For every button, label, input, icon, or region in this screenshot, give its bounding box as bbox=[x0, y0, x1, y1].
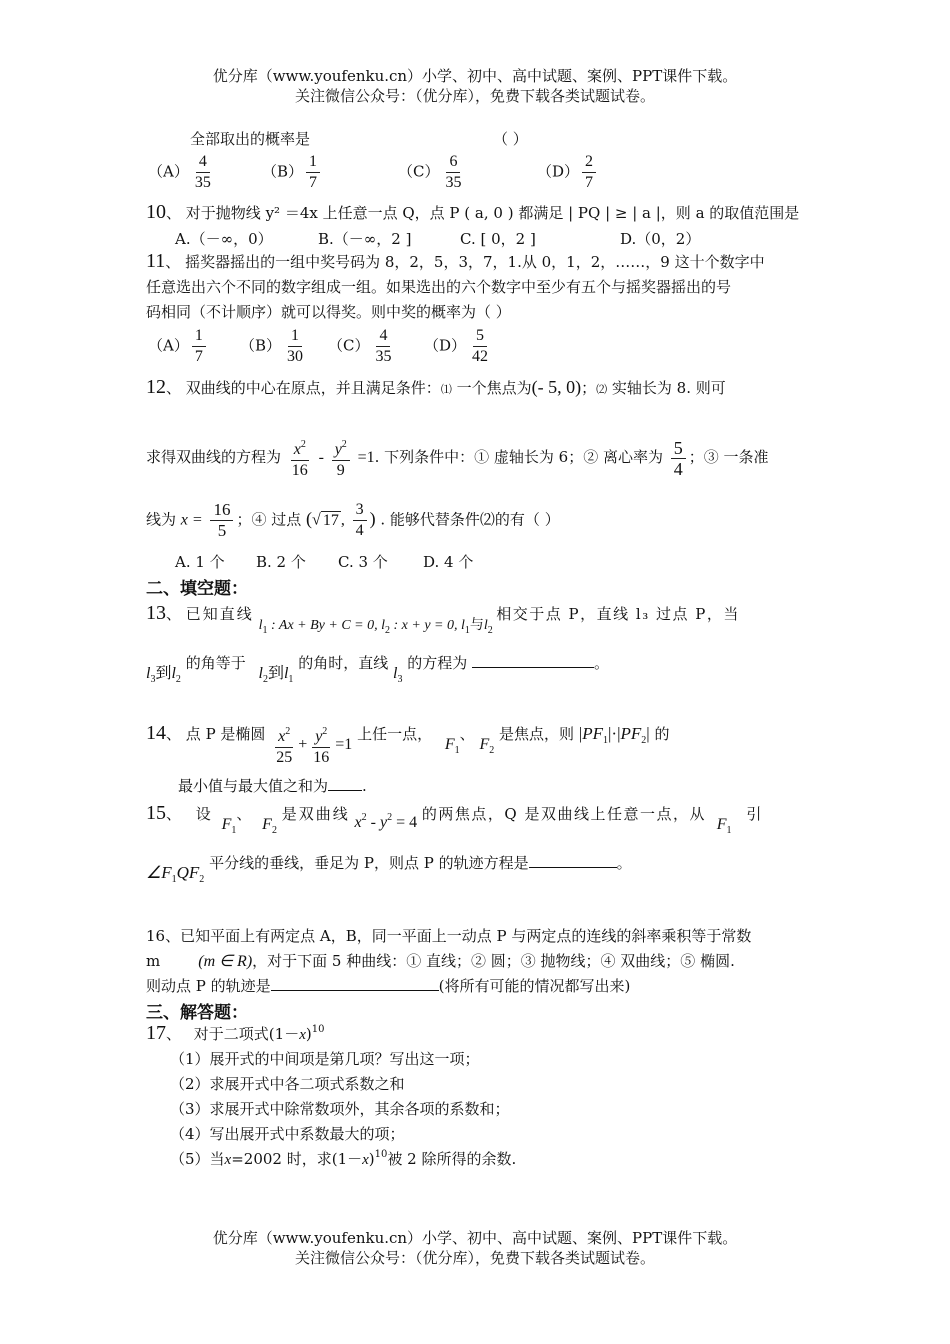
section-fill-in-title: 二、填空题： bbox=[146, 579, 248, 599]
q11-option-b: （B） $\frac{1}{30}$ bbox=[240, 327, 304, 365]
q9-option-b: （B） $\frac{1}{7}$ bbox=[262, 152, 323, 193]
q12-line-1: 12、 双曲线的中心在原点，并且满足条件：⑴ 一个焦点为(- 5, 0)；⑵ 实轴长为 8. 则可 bbox=[146, 376, 726, 398]
q17-item-1: （1）展开式的中间项是第几项？写出这一项； bbox=[170, 1050, 480, 1068]
q10-option-d: D.（0，2） bbox=[620, 230, 701, 248]
q9-option-d: （D） $\frac{2}{7}$ bbox=[537, 152, 599, 193]
q9-stem: 全部取出的概率是 bbox=[190, 130, 311, 148]
q13-line-1: 13、 已知直线 $l_1$ : Ax + By + C = 0, $l_2$ : x + y = 0, $l_1$与$l_2$ 相交于点 P，直线 l₃ 过点 P，当 bbox=[146, 602, 740, 636]
q17-item-4: （4）写出展开式中系数最大的项； bbox=[170, 1125, 405, 1143]
q12-line-3: 线为 x = $\frac{16}{5}$ ；④ 过点 (√ 17 , $\frac{3}{4}$ ) . 能够代替条件⑵的有（ ） bbox=[146, 500, 560, 540]
q16-line-1: 16、已知平面上有两定点 A，B，同一平面上一动点 P 与两定点的连线的斜率乘积等于常数 bbox=[146, 927, 752, 945]
q11-line-3: 码相同（不计顺序）就可以得奖。则中奖的概率为（ ） bbox=[146, 303, 511, 321]
header-line-2: 关注微信公众号：（优分库），免费下载各类试题试卷。 bbox=[294, 87, 655, 105]
q10-option-a: A.（－∞，0） bbox=[175, 230, 273, 248]
q9-option-a: （A） $\frac{4}{35}$ bbox=[148, 153, 211, 191]
q10-option-c: C. [ 0，2 ] bbox=[460, 230, 536, 248]
q11-line-2: 任意选出六个不同的数字组成一组。如果选出的六个数字中至少有五个与摇奖器摇出的号 bbox=[146, 278, 732, 296]
q12-option-c: C. 3 个 bbox=[338, 553, 388, 571]
q17-stem: 17、 对于二项式$(1-x)^{10}$ bbox=[146, 1022, 325, 1044]
q16-line-2: m (m ∈ R)，对于下面 5 种曲线：① 直线；② 圆；③ 抛物线；④ 双曲线；⑤ 椭圆. bbox=[146, 952, 735, 970]
q11-line-1: 11、 摇奖器摇出的一组中奖号码为 8，2，5，3，7，1.从 0，1，2，……，9 这十个数字中 bbox=[146, 250, 765, 272]
q10-stem: 10、 对于抛物线 y² ＝4x 上任意一点 Q，点 P ( a, 0 ) 都满足 | PQ | ≥ | a |，则 a 的取值范围是 bbox=[146, 201, 800, 223]
q12-line-2: 求得双曲线的方程为 $\frac{x^2}{16}$ - $\frac{y^2}{9}$ =1. 下列条件中：① 虚轴长为 6；② 离心率为 $\frac{5}{4}$ ；③ 一条准 bbox=[146, 435, 769, 481]
q11-option-d: （D） $\frac{5}{42}$ bbox=[424, 327, 489, 365]
q14-line-2: 最小值与最大值之和为 . bbox=[178, 777, 367, 795]
footer-line-2: 关注微信公众号：（优分库），免费下载各类试题试卷。 bbox=[294, 1249, 655, 1267]
q14-line-1: 14、 点 P 是椭圆 $\frac{x^2}{25}$ + $\frac{y^2}{16}$ =1 上任一点， $F_1$、 $F_2$ 是焦点，则 $|PF_1|\cdot|PF_2|$ 的 bbox=[146, 722, 670, 766]
q9-option-c: （C） $\frac{6}{35}$ bbox=[398, 153, 462, 191]
q13-answer-blank[interactable] bbox=[472, 653, 594, 668]
q11-option-a: （A） $\frac{1}{7}$ bbox=[148, 326, 209, 367]
q15-line-2: $\angle F_1QF_2$ 平分线的垂线，垂足为 P，则点 P 的轨迹方程是 。 bbox=[146, 854, 632, 885]
q12-option-d: D. 4 个 bbox=[423, 553, 474, 571]
q15-line-1: 15、 设 $F_1$、 $F_2$ 是双曲线 $x^2 - y^2 = 4$ 的两焦点，Q 是双曲线上任意一点，从 $F_1$ 引 bbox=[146, 802, 762, 836]
q17-item-5: （5）当x=2002 时，求$(1-x)^{10}$被 2 除所得的余数. bbox=[170, 1149, 517, 1168]
q17-item-3: （3）求展开式中除常数项外，其余各项的系数和； bbox=[170, 1100, 510, 1118]
q16-answer-blank[interactable] bbox=[271, 976, 439, 991]
q15-answer-blank[interactable] bbox=[529, 853, 617, 868]
q16-line-3: 则动点 P 的轨迹是 (将所有可能的情况都写出来) bbox=[146, 977, 631, 995]
q12-option-b: B. 2 个 bbox=[256, 553, 306, 571]
q11-option-c: （C） $\frac{4}{35}$ bbox=[328, 327, 392, 365]
q10-option-b: B.（－∞，2 ] bbox=[318, 230, 412, 248]
q12-option-a: A. 1 个 bbox=[175, 553, 225, 571]
footer-line-1: 优分库（www.youfenku.cn）小学、初中、高中试题、案例、PPT课件下载。 bbox=[212, 1229, 738, 1247]
q14-answer-blank[interactable] bbox=[328, 776, 362, 791]
q17-item-2: （2）求展开式中各二项式系数之和 bbox=[170, 1075, 405, 1093]
header-line-1: 优分库（www.youfenku.cn）小学、初中、高中试题、案例、PPT课件下载。 bbox=[212, 67, 738, 85]
q9-paren: （ ） bbox=[493, 130, 528, 148]
q13-line-2: $l_3$到$l_2$ 的角等于 $l_2$到$l_1$ 的角时，直线 $l_3$ 的方程为 。 bbox=[146, 654, 610, 685]
section-answer-title: 三、解答题： bbox=[146, 1003, 248, 1023]
